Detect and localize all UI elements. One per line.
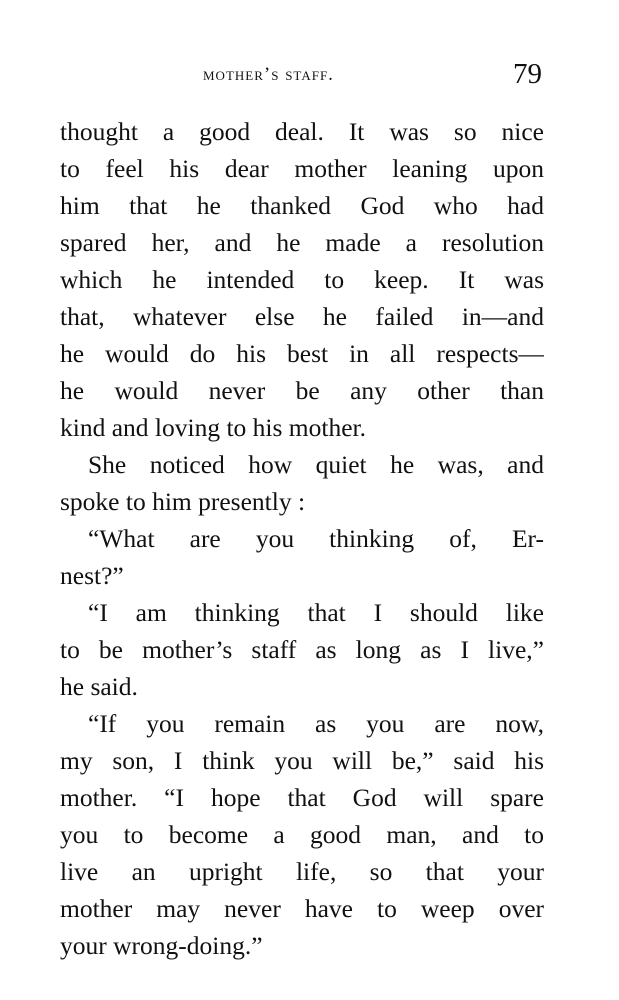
text-line: nest?” (60, 561, 124, 590)
text-line: “What are you thinking of, Er- (88, 524, 544, 553)
text-line: which he intended to keep. It was (60, 265, 544, 294)
text-line: “If you remain as you are now, (88, 709, 544, 738)
body-text (60, 113, 544, 964)
text-line: live an upright life, so that your (60, 857, 544, 886)
text-line: She noticed how quiet he was, and (88, 450, 544, 479)
text-line: he would never be any other than (60, 376, 544, 405)
text-line: him that he thanked God who had (60, 191, 544, 220)
text-line: to be mother’s staff as long as I live,” (60, 635, 544, 664)
text-line: thought a good deal. It was so nice (60, 117, 544, 146)
text-line: spoke to him presently : (60, 487, 306, 516)
text-line: my son, I think you will be,” said his (60, 746, 544, 775)
text-line: to feel his dear mother leaning upon (60, 154, 544, 183)
text-line: you to become a good man, and to (60, 820, 544, 849)
running-head (60, 58, 544, 94)
text-line: mother. “I hope that God will spare (60, 783, 544, 812)
text-line: that, whatever else he failed in—and (60, 302, 544, 331)
text-line: he would do his best in all respects— (60, 339, 544, 368)
running-title: mother’s staff. (203, 64, 334, 85)
text-line: “I am thinking that I should like (88, 598, 544, 627)
text-line: mother may never have to weep over (60, 894, 544, 923)
text-line: he said. (60, 672, 138, 701)
text-line: your wrong-doing.” (60, 931, 263, 960)
text-line: spared her, and he made a resolution (60, 228, 544, 257)
page-number: 79 (513, 58, 542, 90)
text-line: kind and loving to his mother. (60, 413, 366, 442)
